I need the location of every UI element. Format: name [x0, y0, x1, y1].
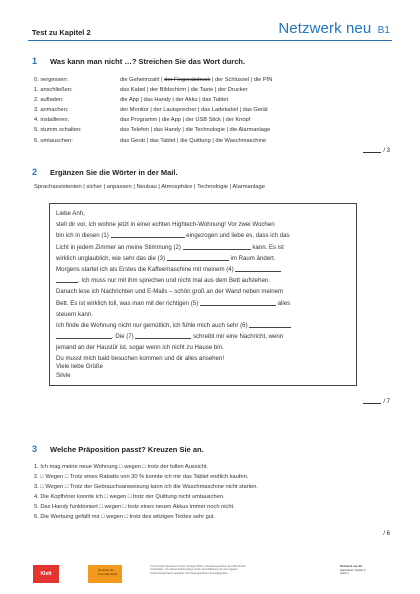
task-3-number: 3 — [32, 444, 38, 454]
footer-info: Netzwerk neu B1 Kapiteltest, Kapitel 2 Seite 1 — [340, 564, 366, 576]
gap-5[interactable] — [200, 305, 276, 306]
brand-level: B1 — [377, 25, 390, 36]
task-2-title: Ergänzen Sie die Wörter in der Mail. — [50, 168, 178, 177]
gap-4-cont[interactable] — [56, 282, 78, 283]
list-item[interactable]: 6. Die Werbung gefällt mir □ wegen □ trotz des witzigen Textes sehr gut. — [34, 514, 216, 521]
gap-6[interactable] — [249, 327, 291, 328]
header-divider — [28, 40, 392, 41]
struck-word: der Fingerabdruck — [164, 77, 211, 83]
word-bank: Sprachassistenten | sicher | anpassen | Neubau | Atmosphäre | Technologie | Alarmanlage — [34, 184, 265, 190]
list-item: 2. aufladen: die App | das Handy | der Akku | das Tablet — [34, 97, 229, 104]
list-item: 4. installieren: das Programm | die App | der USB Stick | der Knopf — [34, 117, 251, 124]
task-1-list — [34, 75, 374, 146]
gap-6-cont[interactable] — [56, 338, 112, 339]
task-3-score[interactable]: / 6 — [383, 531, 390, 537]
test-title: Test zu Kapitel 2 — [32, 28, 91, 37]
task-1-number: 1 — [32, 56, 38, 66]
list-item[interactable]: 1. Ich mag meine neue Wohnung □ wegen □ trotz der tollen Aussicht. — [34, 464, 209, 470]
gap-2[interactable] — [183, 249, 251, 250]
gap-4[interactable] — [235, 271, 281, 272]
gap-1[interactable] — [111, 237, 185, 238]
list-item: 6. umtauschen: das Gerät | das Tablet | die Quittung | die Waschmaschine — [34, 137, 267, 144]
list-item[interactable]: 3. □ Wegen □ Trotz der Gebrauchsanweisung kann ich die Waschmaschine nicht starten. — [34, 484, 259, 491]
list-item[interactable]: 4. Die Kopfhörer konnte ich □ wegen □ trotz der Quittung nicht umtauschen. — [34, 494, 225, 501]
task-1-score[interactable]: / 3 — [363, 148, 390, 154]
list-item[interactable]: 2. □ Wegen □ Trotz eines Rabatts von 30 % konnte ich mir das Tablet endlich kaufen. — [34, 474, 249, 481]
list-item: 5. stumm schalten: das Telefon | das Handy | die Technologie | die Alarmanlage — [34, 127, 271, 134]
task-3-list — [34, 462, 374, 523]
list-item: 0. vergessen: die Geheimzahl | der Fingerabdruck | der Schlüssel | die PIN — [34, 77, 273, 83]
task-2-number: 2 — [32, 167, 38, 177]
list-item[interactable]: 5. Das Handy funktioniert □ wegen □ trotz eines neuen Akkus immer noch nicht. — [34, 504, 235, 511]
task-2-score[interactable]: / 7 — [363, 399, 390, 405]
daf-logo: Deutsch als Fremdsprache — [88, 565, 122, 583]
brand-name: Netzwerk neu — [278, 20, 372, 37]
task-1-title: Was kann man nicht …? Streichen Sie das Wort durch. — [50, 57, 246, 66]
copyright-text: © Ernst Klett Sprachen GmbH, Stuttgart 2020 | www.klett-sprachen.de | Alle Rechte vorbehalten. Von dieser Druckvorlage ist die Vervielfältigung für den eigenen Unterrichtsgebrauch gestattet. Die Kopiergebühren sind abgegolten. — [150, 565, 246, 575]
task-3-title: Welche Präposition passt? Kreuzen Sie an. — [50, 445, 204, 454]
brand-title — [278, 20, 390, 37]
list-item: 3. anmachen: der Monitor | der Lautsprecher | das Ladekabel | das Gerät — [34, 107, 268, 114]
gap-7[interactable] — [135, 338, 191, 339]
klett-logo: Klett — [33, 565, 59, 583]
gap-3[interactable] — [167, 260, 229, 261]
mail-box: Liebe Anh, stell dir vor, ich wohne jetzt in einer echten Hightech-Wohnung! Vor zwei Wochen bin ich in diesen (1) eingezogen und liebe es, dass ich das Licht in jedem Zimmer an meine Stimmung (2) kann. Es ist wirklich unglaublich, wie sehr das die (3) im Raum ändert. Morgens startet ich als Erstes die Kaffeemaschine mit meinem (4) . Ich muss nur mit ihm sprechen und nicht mal aus dem Bett aufstehen. Danach lese ich Nachrichten und E-Mails – schön groß an der Wand neben meinem Bett. Es ist wirklich toll, was man mit der richtigen (5) alles steuern kann. Ich finde die Wohnung nicht nur gemütlich, ich fühle mich auch sehr (6) . Die (7) schreibt mir eine Nachricht, wenn jemand an der Haustür ist, sogar wenn ich nicht zu Hause bin. Du musst mich bald besuchen kommen und dir alles ansehen! Viele liebe Grüße Silvie — [49, 203, 357, 386]
list-item: 1. anschließen: das Kabel | der Bildschirm | die Taste | der Drucker — [34, 87, 248, 94]
